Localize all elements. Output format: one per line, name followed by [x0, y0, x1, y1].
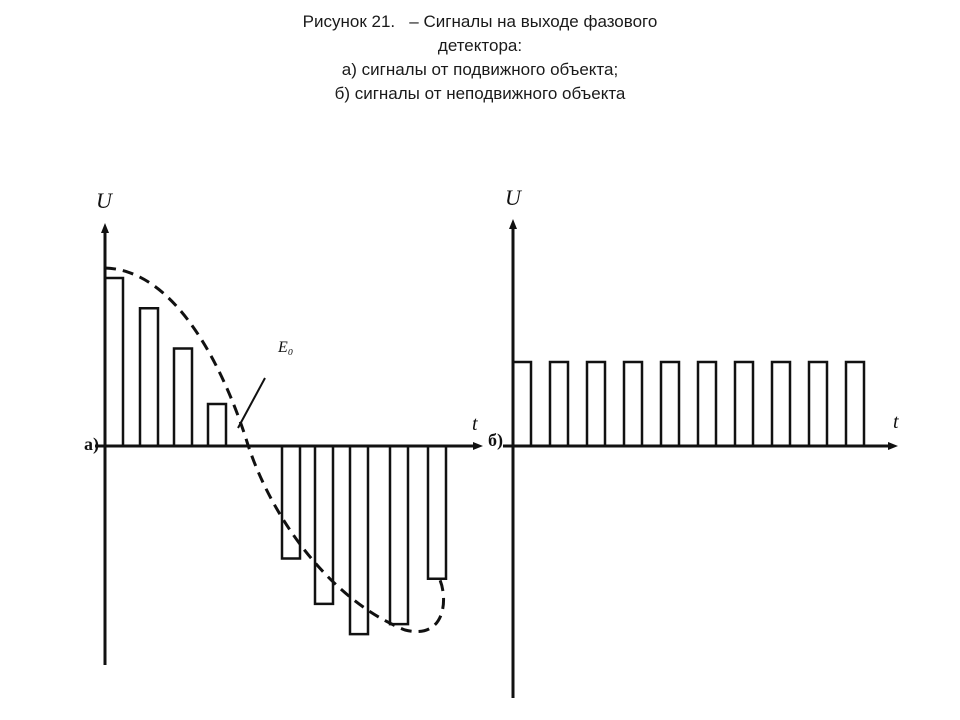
- stationary-pulse-7: [735, 362, 753, 446]
- moving-pulse-8: [390, 446, 408, 624]
- caption-line-1: Рисунок 21. – Сигналы на выходе фазового: [302, 12, 658, 31]
- caption-line-2: детектора:: [437, 36, 523, 55]
- moving-pulse-3: [174, 349, 192, 446]
- panel-a-curve-label: E₀: [278, 339, 294, 356]
- stationary-pulse-5: [661, 362, 679, 446]
- panel-b: [488, 185, 899, 698]
- moving-pulse-9: [428, 446, 446, 579]
- stationary-pulse-3: [587, 362, 605, 446]
- panel-a-envelope-curve: [105, 268, 444, 632]
- stationary-pulse-4: [624, 362, 642, 446]
- panel-a-curve-label-leader: [238, 378, 265, 428]
- panel-a-y-axis-label: U: [96, 188, 112, 213]
- moving-pulse-1: [105, 278, 123, 446]
- stationary-pulse-9: [809, 362, 827, 446]
- stationary-pulse-8: [772, 362, 790, 446]
- caption-line-3: а) сигналы от подвижного объекта;: [341, 60, 619, 79]
- panel-b-label: б): [488, 430, 503, 450]
- caption-line-4: б) сигналы от неподвижного объекта: [334, 84, 626, 103]
- stationary-pulse-1: [513, 362, 531, 446]
- panel-b-pulse-train: [513, 362, 864, 446]
- moving-pulse-4: [208, 404, 226, 446]
- panel-a: [84, 188, 478, 665]
- stationary-pulse-2: [550, 362, 568, 446]
- panel-a-label: а): [84, 434, 99, 454]
- stationary-pulse-10: [846, 362, 864, 446]
- moving-pulse-7: [350, 446, 368, 634]
- moving-pulse-2: [140, 308, 158, 446]
- panel-a-pulse-train: [105, 278, 446, 634]
- panel-b-x-axis-label: t: [893, 411, 899, 433]
- panel-b-y-axis-label: U: [505, 185, 521, 210]
- panel-a-x-axis-label: t: [472, 413, 478, 435]
- stationary-pulse-6: [698, 362, 716, 446]
